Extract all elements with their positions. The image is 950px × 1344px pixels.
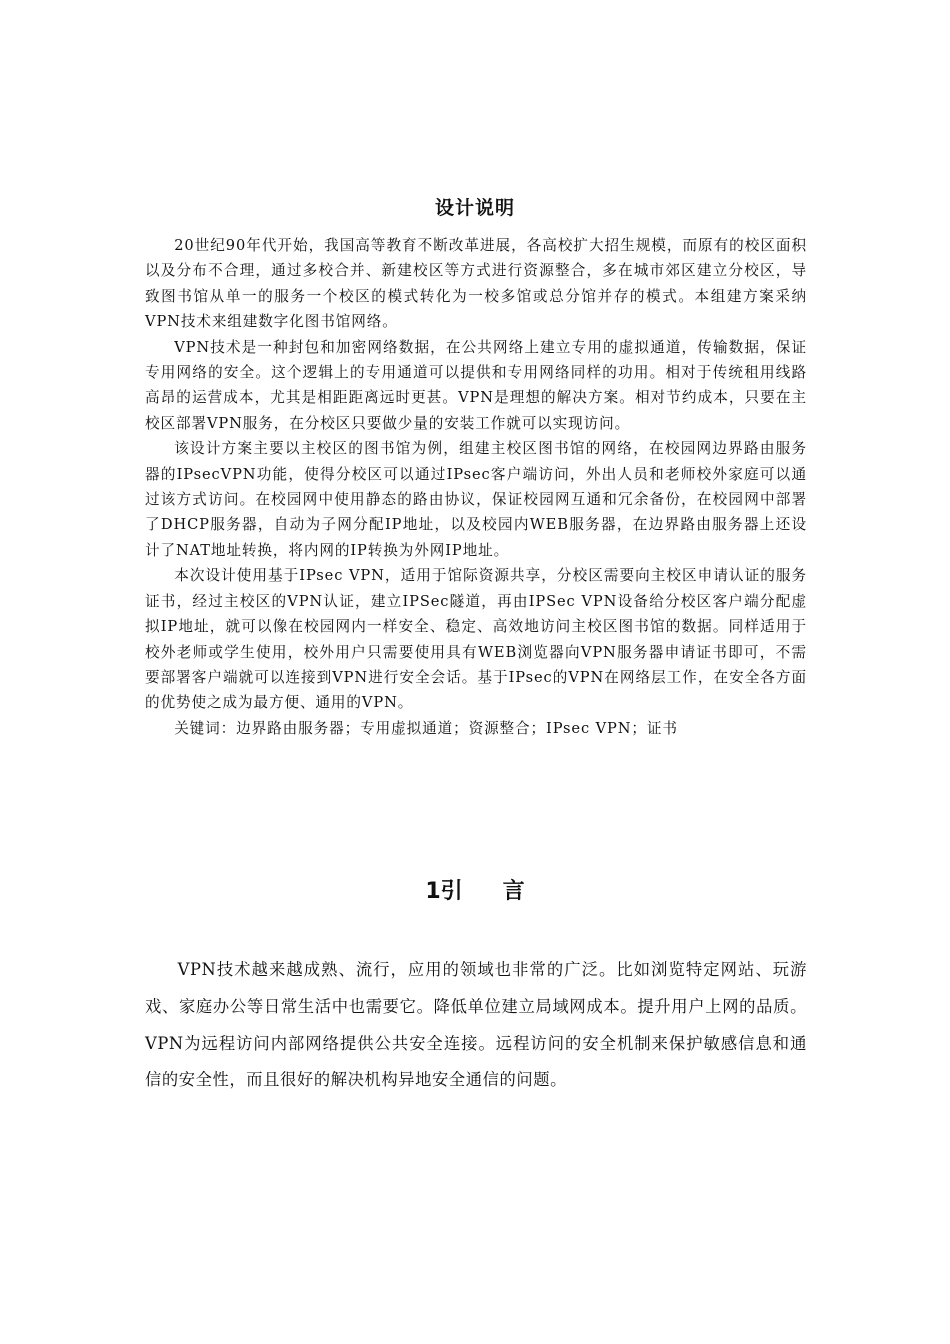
intro-section bbox=[145, 952, 807, 1099]
chapter-title-part1: 引 bbox=[440, 879, 463, 904]
abstract-paragraph-1: 20世纪90年代开始，我国高等教育不断改革进展，各高校扩大招生规模，而原有的校区面积以及分布不合理，通过多校合并、新建校区等方式进行资源整合，多在城市郊区建立分校区，导致图书馆从单一的服务一个校区的模式转化为一校多馆或总分馆并存的模式。本组建方案采纳VPN技术来组建数字化图书馆网络。 bbox=[145, 237, 807, 331]
intro-paragraph: VPN技术越来越成熟、流行，应用的领域也非常的广泛。比如浏览特定网站、玩游戏、家庭办公等日常生活中也需要它。降低单位建立局域网成本。提升用户上网的品质。VPN为远程访问内部网络提供公共安全连接。远程访问的安全机制来保护敏感信息和通信的安全性，而且很好的解决机构异地安全通信的问题。 bbox=[145, 960, 807, 1090]
keywords-line: 关键词：边界路由服务器；专用虚拟通道；资源整合；IPsec VPN；证书 bbox=[174, 719, 678, 737]
chapter-number: 1 bbox=[425, 879, 441, 904]
chapter-title-part2: 言 bbox=[502, 879, 525, 904]
abstract-paragraph-3: 该设计方案主要以主校区的图书馆为例，组建主校区图书馆的网络，在校园网边界路由服务器的IPsecVPN功能，使得分校区可以通过IPsec客户端访问，外出人员和老师校外家庭可以通过该方式访问。在校园网中使用静态的路由协议，保证校园网互通和冗余备份，在校园网中部署了DHCP服务器，自动为子网分配IP地址，以及校园内WEB服务器，在边界路由服务器上还设计了NAT地址转换，将内网的IP转换为外网IP地址。 bbox=[145, 440, 807, 559]
design-title: 设计说明 bbox=[434, 197, 515, 219]
abstract-paragraph-2: VPN技术是一种封包和加密网络数据，在公共网络上建立专用的虚拟通道，传输数据，保证专用网络的安全。这个逻辑上的专用通道可以提供和专用网络同样的功用。相对于传统租用线路高昂的运营成本，尤其是相距距离远时更甚。VPN是理想的解决方案。相对节约成本，只要在主校区部署VPN服务，在分校区只要做少量的安装工作就可以实现访问。 bbox=[145, 338, 807, 432]
abstract-paragraph-4: 本次设计使用基于IPsec VPN，适用于馆际资源共享，分校区需要向主校区申请认证的服务证书，经过主校区的VPN认证，建立IPSec隧道，再由IPSec VPN设备给分校区客户端分配虚拟IP地址，就可以像在校园网内一样安全、稳定、高效地访问主校区图书馆的数据。同样适用于校外老师或学生使用，校外用户只需要使用具有WEB浏览器向VPN服务器申请证书即可，不需要部署客户端就可以连接到VPN进行安全会话。基于IPsec的VPN在网络层工作，在安全各方面的优势使之成为最方便、通用的VPN。 bbox=[145, 567, 807, 712]
chapter-heading bbox=[0, 874, 950, 905]
abstract-section bbox=[145, 233, 807, 741]
